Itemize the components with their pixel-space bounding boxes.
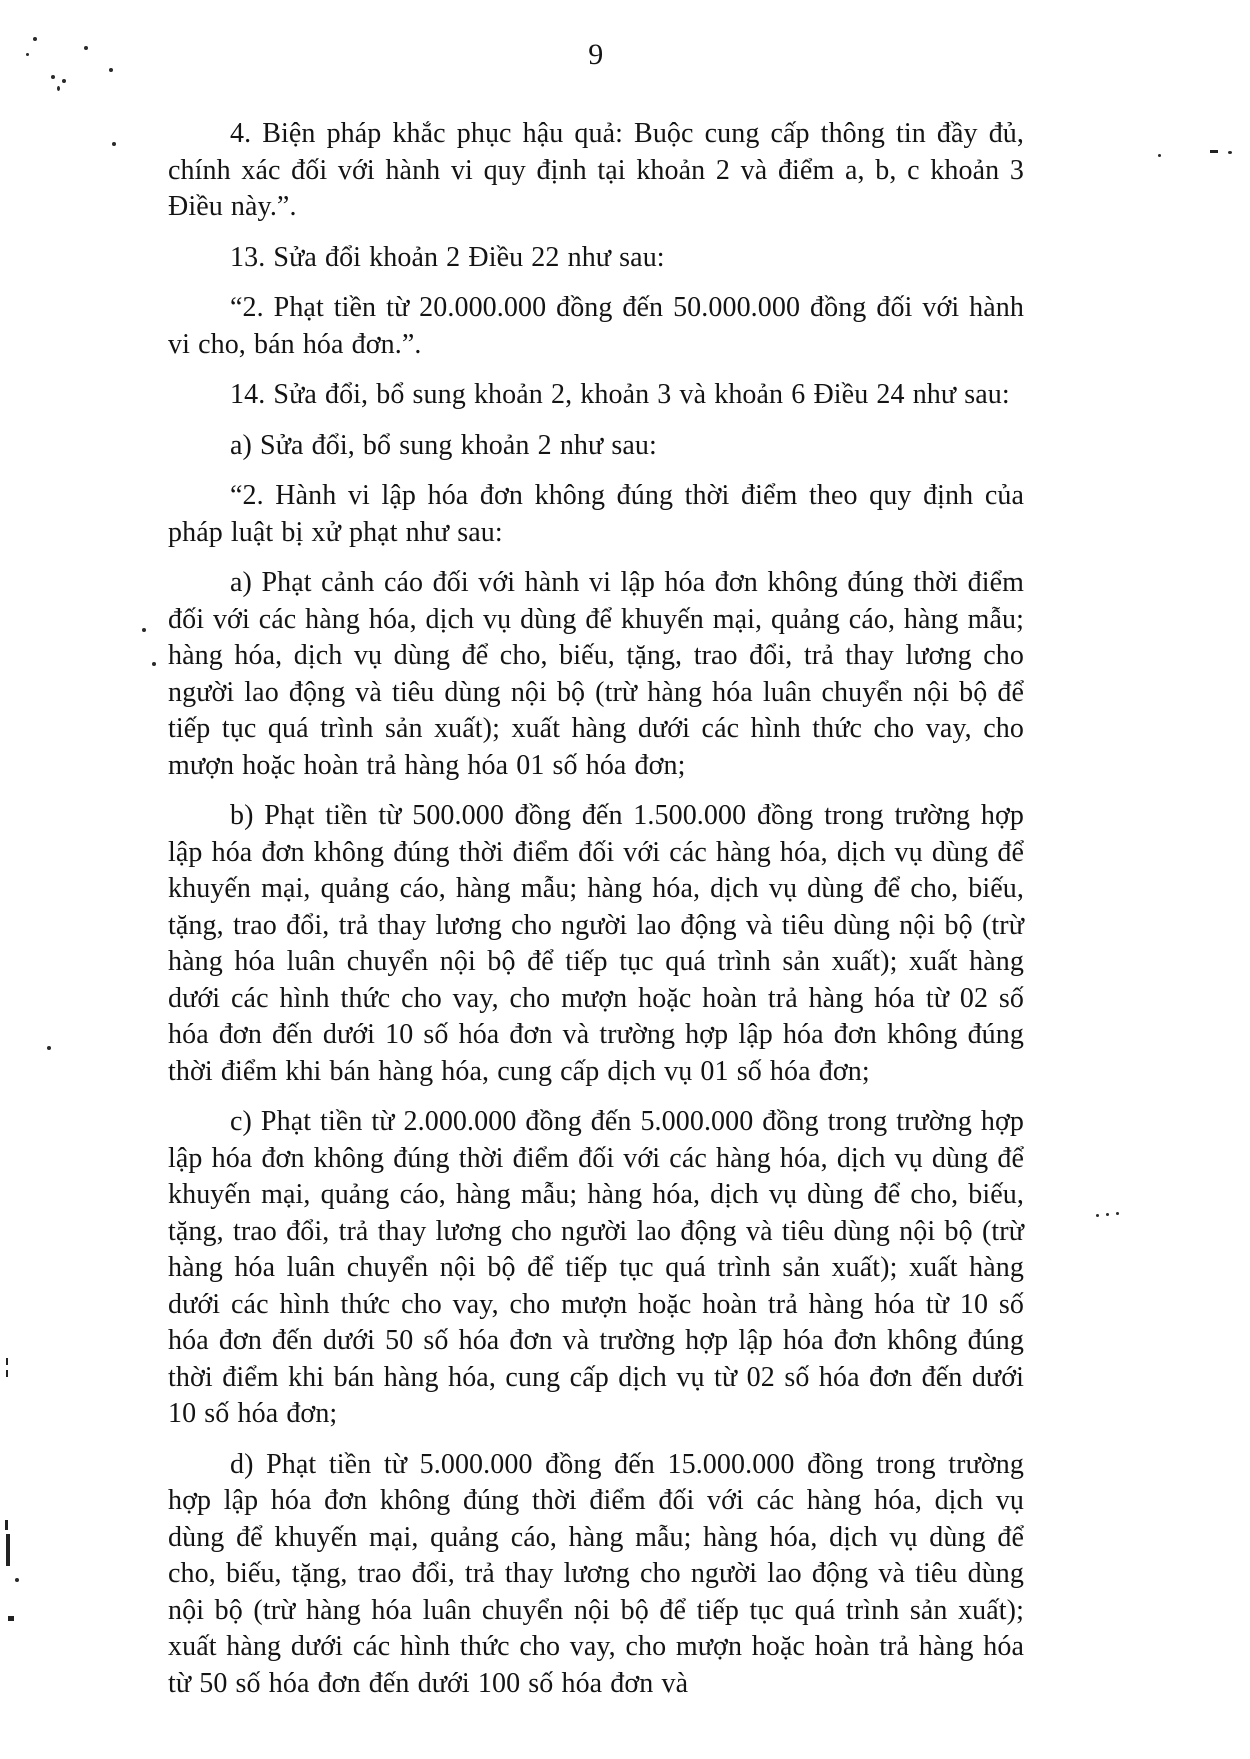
paragraph-point-d-fine: d) Phạt tiền từ 5.000.000 đồng đến 15.000.000 đồng trong trường hợp lập hóa đơn không đúng thời điểm đối với các hàng hóa, dịch vụ dùng để khuyến mại, quảng cáo, hàng mẫu; hàng hóa, dịch vụ dùng để cho, biếu, tặng, trao đổi, trả thay lương cho người lao động và tiêu dùng nội bộ (trừ hàng hóa luân chuyển nội bộ để tiếp tục quá trình sản xuất); xuất hàng dưới các hình thức cho vay, cho mượn hoặc hoàn trả hàng hóa từ 50 số hóa đơn đến dưới 100 số hóa đơn và	[168, 1448, 1024, 1699]
scan-noise-speck	[15, 1578, 19, 1582]
scan-noise-speck	[8, 1616, 14, 1621]
paragraph-item-14: 14. Sửa đổi, bổ sung khoản 2, khoản 3 và khoản 6 Điều 24 như sau:	[230, 379, 1010, 410]
scan-noise-speck	[142, 628, 146, 632]
scan-noise-speck	[1228, 151, 1232, 154]
scan-noise-speck	[51, 75, 55, 79]
scan-noise-dash	[6, 1370, 8, 1377]
scan-noise-speck	[47, 1046, 51, 1050]
scan-noise-dash	[5, 1520, 8, 1530]
paragraph-point-b-fine: b) Phạt tiền từ 500.000 đồng đến 1.500.000 đồng trong trường hợp lập hóa đơn không đúng thời điểm đối với các hàng hóa, dịch vụ dùng để khuyến mại, quảng cáo, hàng mẫu; hàng hóa, dịch vụ dùng để cho, biếu, tặng, trao đổi, trả thay lương cho người lao động và tiêu dùng nội bộ (trừ hàng hóa luân chuyển nội bộ để tiếp tục quá trình sản xuất); xuất hàng dưới các hình thức cho vay, cho mượn hoặc hoàn trả hàng hóa từ 02 số hóa đơn đến dưới 10 số hóa đơn và trường hợp lập hóa đơn không đúng thời điểm khi bán hàng hóa, cung cấp dịch vụ 01 số hóa đơn;	[168, 800, 1024, 1087]
scan-noise-speck	[112, 142, 116, 146]
scan-noise-speck	[109, 68, 113, 72]
paragraph-quote-2-invoice: “2. Hành vi lập hóa đơn không đúng thời điểm theo quy định của pháp luật bị xử phạt như sau:	[168, 480, 1024, 548]
scan-noise-speck	[1158, 154, 1161, 157]
scan-noise-speck	[1116, 1212, 1119, 1215]
scan-noise-speck	[57, 86, 60, 91]
text-column	[168, 38, 1024, 1716]
paragraph-clause-4: 4. Biện pháp khắc phục hậu quả: Buộc cung cấp thông tin đầy đủ, chính xác đối với hành vi quy định tại khoản 2 và điểm a, b, c khoản 3 Điều này.”.	[168, 118, 1024, 222]
scan-noise-speck	[1096, 1214, 1099, 1217]
paragraph-point-c-fine: c) Phạt tiền từ 2.000.000 đồng đến 5.000.000 đồng trong trường hợp lập hóa đơn không đúng thời điểm đối với các hàng hóa, dịch vụ dùng để khuyến mại, quảng cáo, hàng mẫu; hàng hóa, dịch vụ dùng để cho, biếu, tặng, trao đổi, trả thay lương cho người lao động và tiêu dùng nội bộ (trừ hàng hóa luân chuyển nội bộ để tiếp tục quá trình sản xuất); xuất hàng dưới các hình thức cho vay, cho mượn hoặc hoàn trả hàng hóa từ 10 số hóa đơn đến dưới 50 số hóa đơn và trường hợp lập hóa đơn không đúng thời điểm khi bán hàng hóa, cung cấp dịch vụ từ 02 số hóa đơn đến dưới 10 số hóa đơn;	[168, 1106, 1024, 1429]
paragraph-quote-2-fine: “2. Phạt tiền từ 20.000.000 đồng đến 50.000.000 đồng đối với hành vi cho, bán hóa đơn.”.	[168, 292, 1024, 360]
scan-noise-bar	[6, 1534, 10, 1566]
scan-noise-speck	[84, 46, 88, 50]
scan-noise-dash	[1210, 150, 1218, 153]
page-number: 9	[588, 38, 604, 71]
paragraph-point-a-warning: a) Phạt cảnh cáo đối với hành vi lập hóa đơn không đúng thời điểm đối với các hàng hóa, dịch vụ dùng để khuyến mại, quảng cáo, hàng mẫu; hàng hóa, dịch vụ dùng để cho, biếu, tặng, trao đổi, trả thay lương cho người lao động và tiêu dùng nội bộ (trừ hàng hóa luân chuyển nội bộ để tiếp tục quá trình sản xuất); xuất hàng dưới các hình thức cho vay, cho mượn hoặc hoàn trả hàng hóa 01 số hóa đơn;	[168, 567, 1024, 781]
scan-noise-speck	[62, 79, 66, 83]
scan-noise-speck	[152, 662, 156, 666]
paragraph-point-a-amend: a) Sửa đổi, bổ sung khoản 2 như sau:	[230, 429, 657, 461]
scan-noise-speck	[26, 53, 29, 56]
paragraph-item-13: 13. Sửa đổi khoản 2 Điều 22 như sau:	[230, 241, 665, 273]
scan-noise-speck	[1106, 1213, 1109, 1216]
scan-noise-dash	[6, 1358, 8, 1365]
scan-noise-speck	[33, 37, 37, 41]
